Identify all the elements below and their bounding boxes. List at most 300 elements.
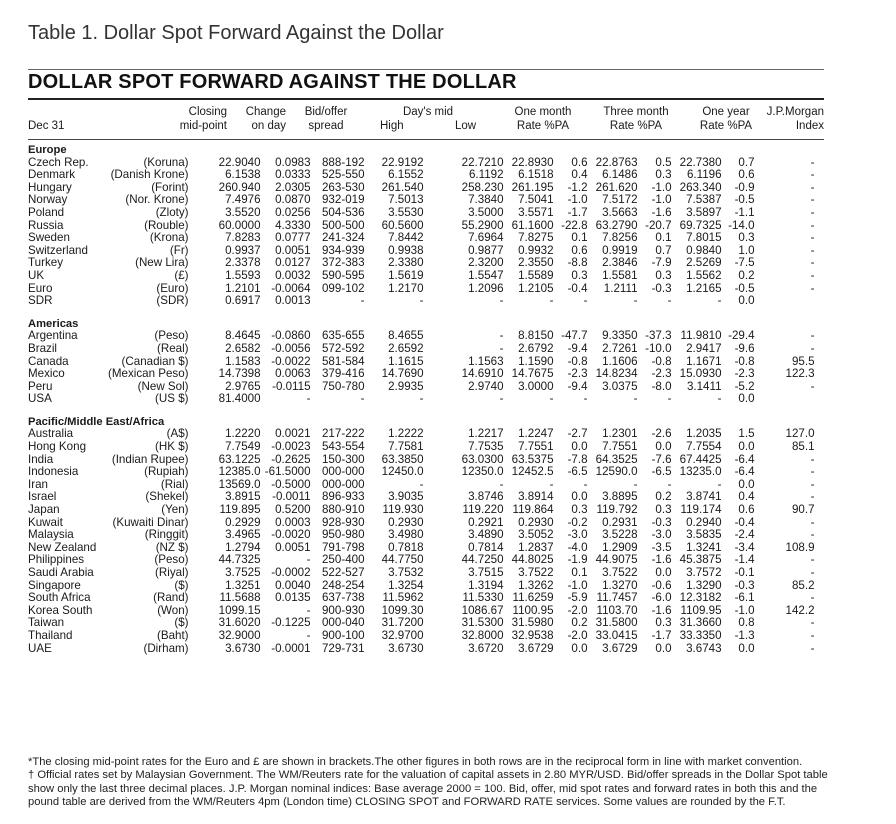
- one-year-rate-cell: 69.7325: [679, 218, 722, 232]
- jpmorgan-index-cell: 95.5: [791, 354, 815, 368]
- bid-offer-spread-cell: 637-738: [321, 591, 365, 605]
- currency-name: (US $): [155, 392, 189, 406]
- one-year-rate-cell: 45.3875: [679, 553, 722, 567]
- closing-mid-cell: 14.7398: [218, 367, 261, 381]
- header-one-year: One year Rate %PA: [699, 106, 753, 132]
- closing-mid-cell: 1.2794: [225, 540, 261, 554]
- three-month-rate-cell: 9.3350: [602, 329, 638, 343]
- days-low-cell: 7.7535: [468, 440, 504, 454]
- three-month-pa-cell: -1.6: [651, 603, 672, 617]
- one-year-rate-cell: -: [717, 477, 722, 491]
- days-high-cell: 0.9938: [388, 243, 424, 257]
- days-low-cell: 63.0300: [461, 452, 504, 466]
- bid-offer-spread-cell: -: [360, 392, 365, 406]
- one-month-pa-cell: 0.0: [571, 641, 588, 655]
- one-month-pa-cell: -9.4: [567, 379, 588, 393]
- closing-mid-cell: 12385.0: [218, 465, 261, 479]
- one-year-pa-cell: -0.8: [734, 354, 755, 368]
- change-on-day-cell: 0.0021: [275, 427, 311, 441]
- one-year-pa-cell: 1.0: [738, 243, 755, 257]
- change-on-day-cell: -0.0023: [271, 440, 311, 454]
- currency-name: (Ringgit): [144, 528, 189, 542]
- jpmorgan-index-cell: -: [810, 180, 815, 194]
- table-row: [28, 567, 815, 580]
- days-low-cell: 258.230: [461, 180, 504, 194]
- table-row: [28, 466, 815, 479]
- one-year-rate-cell: 0.2940: [686, 515, 722, 529]
- one-year-pa-cell: -9.6: [734, 341, 755, 355]
- one-year-pa-cell: 0.0: [738, 392, 755, 406]
- three-month-pa-cell: 0.1: [655, 231, 672, 245]
- days-high-cell: 22.9192: [381, 155, 424, 169]
- days-low-cell: 119.220: [462, 503, 504, 517]
- section-heading: [28, 144, 815, 157]
- bid-offer-spread-cell: 522-527: [321, 566, 365, 579]
- section-title: Europe: [28, 144, 67, 156]
- section-title: Americas: [28, 317, 79, 330]
- change-on-day-cell: 0.0333: [275, 168, 311, 182]
- header-three-month: Three month Rate %PA: [603, 106, 669, 132]
- one-month-pa-cell: -5.9: [567, 591, 588, 605]
- days-low-cell: 1086.67: [461, 603, 504, 617]
- country-name: New Zealand: [28, 540, 97, 554]
- three-month-pa-cell: 0.0: [655, 440, 672, 454]
- one-month-pa-cell: 0.2: [571, 616, 588, 630]
- section-gap: [28, 308, 815, 318]
- currency-name: (Indian Rupee): [111, 452, 189, 466]
- change-on-day-cell: -0.0002: [271, 566, 311, 579]
- one-year-rate-cell: 31.3660: [679, 616, 722, 630]
- days-low-cell: 1.3194: [468, 578, 504, 592]
- closing-mid-cell: 2.3378: [225, 256, 261, 270]
- one-month-rate-cell: 7.7551: [518, 440, 554, 454]
- days-high-cell: 1.1615: [388, 354, 424, 368]
- three-month-pa-cell: -0.3: [651, 281, 672, 295]
- table-row: [28, 270, 815, 283]
- one-month-rate-cell: -: [549, 477, 554, 491]
- closing-mid-cell: 1099.15: [218, 603, 261, 617]
- days-low-cell: 0.2921: [468, 515, 504, 529]
- one-month-rate-cell: 3.5052: [518, 528, 554, 542]
- one-month-rate-cell: 2.6792: [518, 341, 554, 355]
- three-month-rate-cell: 1.2909: [602, 540, 638, 554]
- bid-offer-spread-cell: 900-100: [321, 628, 365, 642]
- country-name: Peru: [28, 379, 53, 393]
- currency-name: (Peso): [154, 553, 189, 567]
- days-low-cell: 3.7515: [468, 566, 504, 579]
- jpmorgan-index-cell: -: [810, 205, 815, 219]
- one-year-pa-cell: 0.6: [738, 503, 755, 517]
- three-month-pa-cell: 0.0: [655, 566, 672, 579]
- bid-offer-spread-cell: 241-324: [321, 231, 365, 245]
- bid-offer-spread-cell: 581-584: [321, 354, 365, 368]
- one-year-pa-cell: -1.4: [734, 553, 755, 567]
- currency-name: ($): [174, 578, 189, 592]
- jpmorgan-index-cell: -: [810, 218, 815, 232]
- three-month-rate-cell: 7.7551: [602, 440, 638, 454]
- table-caption: Table 1. Dollar Spot Forward Against the Dollar: [28, 22, 444, 44]
- days-high-cell: 2.3380: [388, 256, 424, 270]
- bid-offer-spread-cell: 635-655: [321, 329, 365, 343]
- one-month-pa-cell: 0.3: [571, 268, 588, 282]
- country-name: Philippines: [28, 553, 85, 567]
- one-year-pa-cell: -2.3: [734, 367, 755, 381]
- one-month-rate-cell: 11.6259: [512, 591, 554, 605]
- closing-mid-cell: 81.4000: [218, 392, 261, 406]
- bid-offer-spread-cell: 543-554: [321, 440, 365, 454]
- one-year-pa-cell: 0.8: [738, 616, 755, 630]
- one-month-pa-cell: 0.3: [571, 503, 588, 517]
- currency-name: (New Lira): [135, 256, 189, 270]
- days-low-cell: 55.2900: [461, 218, 504, 232]
- change-on-day-cell: 2.0305: [275, 180, 311, 194]
- bid-offer-spread-cell: 572-592: [321, 341, 365, 355]
- one-year-rate-cell: 3.8741: [686, 490, 722, 504]
- currency-name: (NZ $): [155, 540, 189, 554]
- table-row: [28, 295, 815, 308]
- three-month-pa-cell: -: [667, 477, 672, 491]
- days-low-cell: 3.5000: [468, 205, 504, 219]
- three-month-pa-cell: 0.5: [655, 155, 672, 169]
- one-year-pa-cell: -6.1: [734, 591, 755, 605]
- days-high-cell: 7.8442: [388, 231, 424, 245]
- change-on-day-cell: 0.0051: [275, 540, 311, 554]
- days-low-cell: 12350.0: [461, 465, 504, 479]
- change-on-day-cell: -: [306, 628, 311, 642]
- one-month-pa-cell: -22.8: [561, 218, 588, 232]
- one-year-rate-cell: -: [717, 392, 722, 406]
- closing-mid-cell: 0.9937: [225, 243, 261, 257]
- three-month-pa-cell: 0.3: [655, 168, 672, 182]
- one-month-pa-cell: -2.3: [567, 367, 588, 381]
- one-month-pa-cell: -: [583, 477, 588, 491]
- days-high-cell: 0.7818: [388, 540, 424, 554]
- three-month-rate-cell: 14.8234: [595, 367, 638, 381]
- one-month-pa-cell: 0.4: [571, 168, 588, 182]
- jpmorgan-index-cell: -: [810, 616, 815, 630]
- one-month-rate-cell: 3.7522: [518, 566, 554, 579]
- change-on-day-cell: -0.0001: [271, 641, 311, 655]
- days-low-cell: 32.8000: [461, 628, 504, 642]
- currency-name: (Fr): [169, 243, 189, 257]
- country-name: Switzerland: [28, 243, 88, 257]
- table-row: [28, 232, 815, 245]
- three-month-rate-cell: 1.3270: [602, 578, 638, 592]
- country-name: South Africa: [28, 591, 91, 605]
- three-month-pa-cell: -1.0: [651, 193, 672, 207]
- one-month-rate-cell: 12452.5: [511, 465, 554, 479]
- days-low-cell: 0.7814: [468, 540, 504, 554]
- three-month-pa-cell: 0.3: [655, 616, 672, 630]
- days-low-cell: 1.5547: [468, 268, 504, 282]
- one-year-pa-cell: -14.0: [728, 218, 755, 232]
- one-month-pa-cell: -: [583, 392, 588, 406]
- one-year-rate-cell: 12.3182: [679, 591, 722, 605]
- change-on-day-cell: 0.0063: [275, 367, 311, 381]
- top-rule: [28, 69, 824, 70]
- closing-mid-cell: 0.2929: [225, 515, 261, 529]
- one-month-rate-cell: 3.0000: [518, 379, 554, 393]
- days-high-cell: 3.7532: [388, 566, 424, 579]
- one-year-rate-cell: 1.2035: [686, 427, 722, 441]
- one-year-pa-cell: 0.0: [738, 641, 755, 655]
- currency-name: (Kuwaiti Dinar): [112, 515, 189, 529]
- jpmorgan-index-cell: -: [810, 168, 815, 182]
- country-name: India: [28, 452, 54, 466]
- jpmorgan-index-cell: 127.0: [785, 427, 815, 441]
- three-month-pa-cell: -7.9: [651, 256, 672, 270]
- country-name: Sweden: [28, 231, 70, 245]
- table-row: [28, 630, 815, 643]
- days-high-cell: 63.3850: [381, 452, 424, 466]
- days-high-cell: -: [419, 392, 424, 406]
- country-name: Australia: [28, 427, 74, 441]
- closing-mid-cell: 119.895: [219, 503, 261, 517]
- closing-mid-cell: 2.9765: [225, 379, 261, 393]
- days-low-cell: 14.6910: [461, 367, 504, 381]
- one-year-pa-cell: 0.0: [738, 477, 755, 491]
- one-year-rate-cell: 1109.95: [680, 603, 722, 617]
- jpmorgan-index-cell: -: [810, 628, 815, 642]
- currency-name: (Rial): [160, 477, 189, 491]
- one-month-pa-cell: 0.0: [571, 440, 588, 454]
- closing-mid-cell: 3.4965: [225, 528, 261, 542]
- three-month-rate-cell: 1.5581: [602, 268, 638, 282]
- change-on-day-cell: -61.5000: [264, 465, 311, 479]
- change-on-day-cell: -0.5000: [271, 477, 311, 491]
- jpmorgan-index-cell: -: [810, 528, 815, 542]
- bid-offer-spread-cell: 000-000: [321, 477, 365, 491]
- bid-offer-spread-cell: 888-192: [321, 155, 365, 169]
- one-month-pa-cell: -6.5: [567, 465, 588, 479]
- country-name: Mexico: [28, 367, 65, 381]
- closing-mid-cell: 63.1225: [218, 452, 261, 466]
- change-on-day-cell: -0.0022: [271, 354, 311, 368]
- change-on-day-cell: 0.0032: [275, 268, 311, 282]
- three-month-rate-cell: 64.3525: [595, 452, 638, 466]
- one-month-rate-cell: 1.1590: [518, 354, 554, 368]
- days-high-cell: 7.5013: [388, 193, 424, 207]
- days-high-cell: 60.5600: [381, 218, 424, 232]
- three-month-rate-cell: 6.1486: [602, 168, 638, 182]
- change-on-day-cell: 0.0003: [275, 515, 311, 529]
- three-month-rate-cell: 0.9919: [602, 243, 638, 257]
- one-month-rate-cell: 1.3262: [518, 578, 554, 592]
- country-name: Argentina: [28, 329, 78, 343]
- one-month-rate-cell: 44.8025: [511, 553, 554, 567]
- days-low-cell: 11.5330: [462, 591, 504, 605]
- one-month-pa-cell: -2.7: [567, 427, 588, 441]
- one-year-pa-cell: -6.4: [734, 465, 755, 479]
- one-month-rate-cell: 3.6729: [518, 641, 554, 655]
- header-days-mid: Day's mid: [402, 106, 454, 118]
- jpmorgan-index-cell: 122.3: [785, 367, 815, 381]
- country-name: Russia: [28, 218, 64, 232]
- country-name: UAE: [28, 641, 52, 655]
- jpmorgan-index-cell: -: [810, 341, 815, 355]
- days-high-cell: 1.5619: [388, 268, 424, 282]
- change-on-day-cell: 0.0127: [275, 256, 311, 270]
- one-month-rate-cell: 3.5571: [518, 205, 554, 219]
- one-month-pa-cell: 0.1: [571, 231, 588, 245]
- header-jpmorgan-index: J.P.Morgan Index: [766, 106, 824, 132]
- closing-mid-cell: 0.6917: [225, 294, 261, 308]
- footnote-official-rates: † Official rates set by Malaysian Government. The WM/Reuters rate for the valuation of capital assets in 2.80 MYR/USD. Bid/offer spreads in the Dollar Spot table show only the last three decimal places. J.P. Morgan nominal indices: Base average 2000 = 100. Bid, offer, mid spot rates and forward rates in both this and the pound table are derived from the WM/Reuters 4pm (London time) CLOSING SPOT and FORWARD RATE services. Some values are rounded by the F.T.: [28, 769, 828, 808]
- bid-offer-spread-cell: 896-933: [321, 490, 365, 504]
- one-year-pa-cell: -3.4: [734, 540, 755, 554]
- section-title: Pacific/Middle East/Africa: [28, 415, 165, 428]
- currency-name: (HK $): [155, 440, 189, 454]
- one-year-pa-cell: 0.7: [738, 155, 755, 169]
- one-month-rate-cell: 7.8275: [518, 231, 554, 245]
- jpmorgan-index-cell: -: [810, 515, 815, 529]
- country-name: SDR: [28, 294, 53, 308]
- jpmorgan-index-cell: [755, 295, 815, 308]
- three-month-pa-cell: -1.6: [651, 553, 672, 567]
- bid-offer-spread-cell: 590-595: [321, 268, 365, 282]
- closing-mid-cell: 11.5688: [219, 591, 261, 605]
- three-month-rate-cell: 1.1606: [602, 354, 638, 368]
- one-month-rate-cell: 8.8150: [518, 329, 554, 343]
- one-year-rate-cell: 22.7380: [679, 155, 722, 169]
- country-name: Poland: [28, 205, 65, 219]
- jpmorgan-index-cell: 142.2: [785, 603, 815, 617]
- bid-offer-spread-cell: 379-416: [321, 367, 365, 381]
- table-row: [28, 393, 815, 406]
- table-row: [28, 592, 815, 605]
- three-month-pa-cell: -1.6: [651, 205, 672, 219]
- country-name: Czech Rep.: [28, 155, 89, 169]
- one-year-rate-cell: 6.1196: [686, 168, 722, 182]
- change-on-day-cell: -: [306, 553, 311, 567]
- bid-offer-spread-cell: 880-910: [321, 503, 365, 517]
- change-on-day-cell: 0.5200: [275, 503, 311, 517]
- country-name: Turkey: [28, 256, 64, 270]
- one-month-rate-cell: 3.8914: [518, 490, 554, 504]
- days-high-cell: 7.7581: [388, 440, 424, 454]
- change-on-day-cell: -0.0020: [271, 528, 311, 542]
- bid-offer-spread-cell: 934-939: [321, 243, 365, 257]
- jpmorgan-index-cell: [755, 393, 815, 406]
- three-month-rate-cell: 2.3846: [602, 256, 638, 270]
- closing-mid-cell: 3.8915: [225, 490, 261, 504]
- days-low-cell: 1.2096: [468, 281, 504, 295]
- one-month-pa-cell: 0.6: [571, 243, 588, 257]
- days-high-cell: -: [419, 477, 424, 491]
- one-month-rate-cell: 6.1518: [518, 168, 554, 182]
- jpmorgan-index-cell: 85.1: [791, 440, 815, 454]
- footnotes: [28, 756, 828, 809]
- jpmorgan-index-cell: 90.7: [791, 503, 815, 517]
- one-month-pa-cell: -3.0: [567, 528, 588, 542]
- closing-mid-cell: 7.7549: [225, 440, 261, 454]
- one-year-pa-cell: -1.0: [734, 603, 755, 617]
- three-month-rate-cell: 0.2931: [602, 515, 638, 529]
- one-year-rate-cell: 3.7572: [686, 566, 722, 579]
- country-name: UK: [28, 268, 45, 282]
- three-month-pa-cell: 0.2: [655, 490, 672, 504]
- one-month-rate-cell: 14.7675: [511, 367, 554, 381]
- currency-name: (Baht): [156, 628, 189, 642]
- one-year-pa-cell: -1.1: [734, 205, 755, 219]
- days-low-cell: -: [499, 477, 504, 491]
- currency-name: (A$): [166, 427, 189, 441]
- header-one-month: One month Rate %PA: [514, 106, 572, 132]
- one-month-rate-cell: 32.9538: [511, 628, 554, 642]
- currency-name: ($): [174, 616, 189, 630]
- one-month-rate-cell: 0.2930: [518, 515, 554, 529]
- three-month-pa-cell: -0.8: [651, 354, 672, 368]
- one-month-pa-cell: -1.7: [567, 205, 588, 219]
- one-month-pa-cell: 0.1: [571, 566, 588, 579]
- three-month-pa-cell: -3.5: [651, 540, 672, 554]
- three-month-pa-cell: -1.0: [651, 180, 672, 194]
- three-month-rate-cell: 3.5663: [602, 205, 638, 219]
- one-year-rate-cell: 7.8015: [686, 231, 722, 245]
- change-on-day-cell: -0.1225: [271, 616, 311, 630]
- one-year-pa-cell: 1.5: [738, 427, 755, 441]
- three-month-rate-cell: 44.9075: [595, 553, 638, 567]
- jpmorgan-index-cell: -: [810, 155, 815, 169]
- currency-name: (£): [174, 268, 189, 282]
- one-month-pa-cell: -7.8: [567, 452, 588, 466]
- one-year-rate-cell: 13235.0: [679, 465, 722, 479]
- one-year-pa-cell: -0.5: [734, 281, 755, 295]
- country-name: Hungary: [28, 180, 72, 194]
- country-name: Indonesia: [28, 465, 79, 479]
- change-on-day-cell: 0.0013: [275, 294, 311, 308]
- one-year-pa-cell: -29.4: [728, 329, 755, 343]
- bid-offer-spread-cell: 248-254: [321, 578, 365, 592]
- days-low-cell: -: [499, 392, 504, 406]
- three-month-pa-cell: 0.3: [655, 503, 672, 517]
- bid-offer-spread-cell: 000-000: [321, 465, 365, 479]
- three-month-rate-cell: 3.5228: [602, 528, 638, 542]
- three-month-pa-cell: -0.6: [651, 578, 672, 592]
- jpmorgan-index-cell: -: [810, 477, 815, 491]
- three-month-rate-cell: 7.5172: [602, 193, 638, 207]
- three-month-rate-cell: 12590.0: [595, 465, 638, 479]
- days-high-cell: 3.4980: [388, 528, 424, 542]
- one-year-rate-cell: 67.4425: [679, 452, 722, 466]
- one-month-pa-cell: -: [583, 294, 588, 308]
- closing-mid-cell: 44.7325: [218, 553, 261, 567]
- closing-mid-cell: 31.6020: [218, 616, 261, 630]
- change-on-day-cell: 0.0870: [275, 193, 311, 207]
- currency-name: (Yen): [161, 503, 189, 517]
- bid-offer-spread-cell: 217-222: [321, 427, 365, 441]
- closing-mid-cell: 13569.0: [218, 477, 261, 491]
- three-month-pa-cell: -2.3: [651, 367, 672, 381]
- one-year-pa-cell: -6.4: [734, 452, 755, 466]
- days-low-cell: 7.3840: [468, 193, 504, 207]
- closing-mid-cell: 60.0000: [218, 218, 261, 232]
- jpmorgan-index-cell: -: [810, 465, 815, 479]
- table-row: [28, 169, 815, 182]
- change-on-day-cell: 0.0051: [275, 243, 311, 257]
- bid-offer-spread-cell: 099-102: [321, 281, 365, 295]
- one-year-pa-cell: -0.1: [734, 566, 755, 579]
- jpmorgan-index-cell: 108.9: [785, 540, 815, 554]
- one-year-rate-cell: 119.174: [680, 503, 722, 517]
- one-year-rate-cell: 1.2165: [686, 281, 722, 295]
- three-month-pa-cell: -0.3: [651, 515, 672, 529]
- bid-offer-spread-cell: 900-930: [321, 603, 365, 617]
- days-low-cell: 3.4890: [468, 528, 504, 542]
- bid-offer-spread-cell: 500-500: [321, 218, 365, 232]
- one-year-rate-cell: 2.9417: [686, 341, 722, 355]
- three-month-pa-cell: -1.7: [651, 628, 672, 642]
